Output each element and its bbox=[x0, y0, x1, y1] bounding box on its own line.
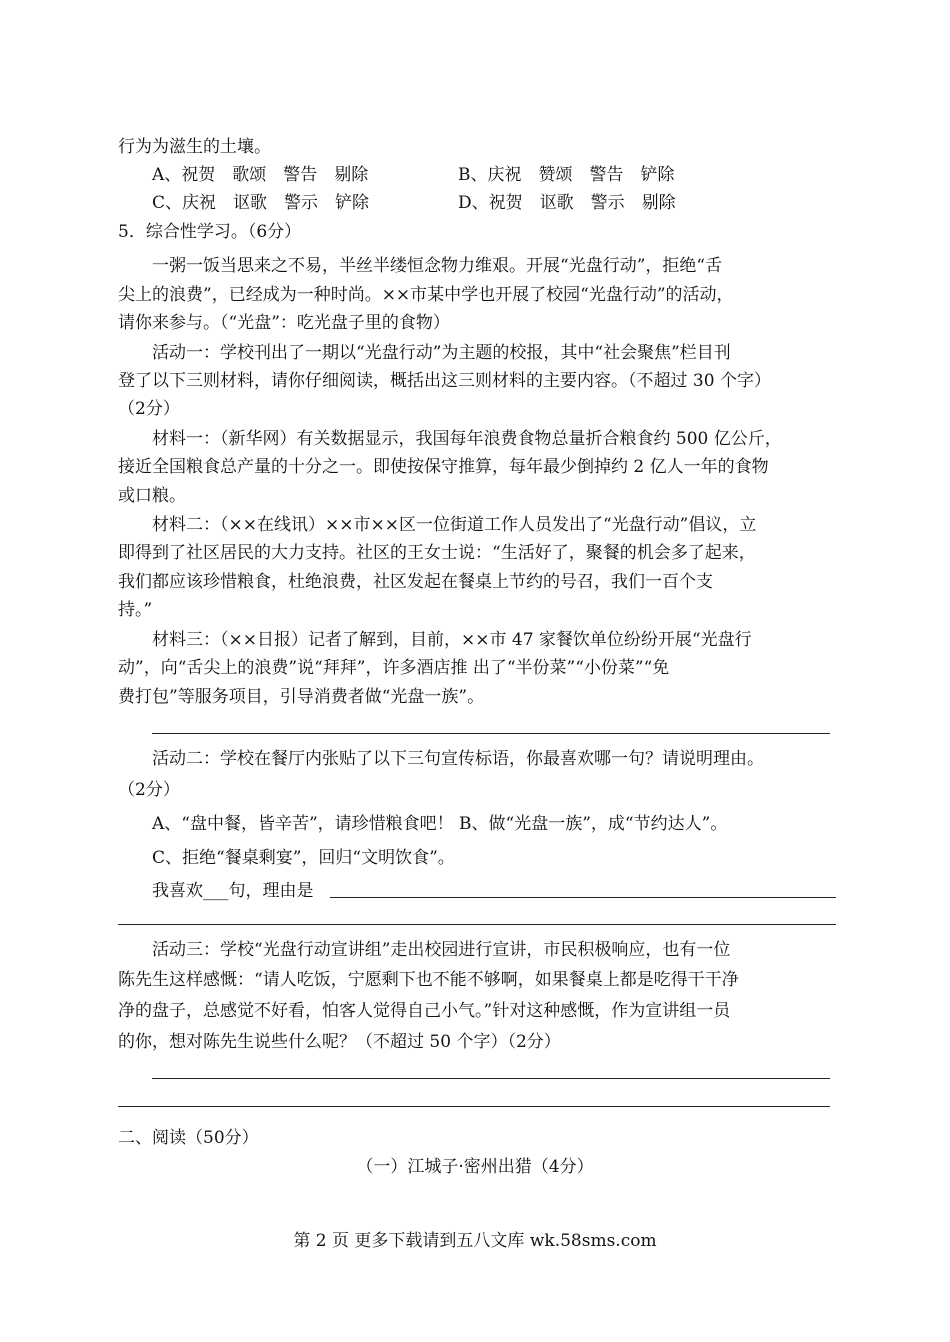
text-line: 材料三：（××日报）记者了解到，目前，××市 47 家餐饮单位纷纷开展“光盘行 bbox=[152, 630, 752, 650]
text-line: 费打包”等服务项目，引导消费者做“光盘一族”。 bbox=[118, 687, 485, 707]
text-line: 材料二：（××在线讯）××市××区一位街道工作人员发出了“光盘行动”倡议，立 bbox=[152, 515, 757, 535]
answer-line bbox=[118, 1106, 830, 1107]
option-b: B、庆祝 赞颂 警告 铲除 bbox=[458, 165, 675, 185]
text-line: 持。” bbox=[118, 600, 153, 620]
text-line: 活动三：学校“光盘行动宣讲组”走出校园进行宣讲，市民积极响应，也有一位 bbox=[152, 940, 731, 960]
text-line: 净的盘子，总感觉不好看，怕客人觉得自己小气。”针对这种感慨，作为宣讲组一员 bbox=[118, 1001, 731, 1021]
text-line: 请你来参与。（“光盘”：吃光盘子里的食物） bbox=[118, 313, 450, 333]
option-c: C、庆祝 讴歌 警示 铲除 bbox=[152, 193, 370, 213]
text-line: 一粥一饭当思来之不易，半丝半缕恒念物力维艰。开展“光盘行动”，拒绝“舌 bbox=[152, 256, 723, 276]
text-line: 即得到了社区居民的大力支持。社区的王女士说：“生活好了，聚餐的机会多了起来， bbox=[118, 543, 756, 563]
text-line: 活动一：学校刊出了一期以“光盘行动”为主题的校报，其中“社会聚焦”栏目刊 bbox=[152, 343, 731, 363]
text-line: 我们都应该珍惜粮食，杜绝浪费，社区发起在餐桌上节约的号召，我们一百个支 bbox=[118, 572, 713, 592]
text-line: A、“盘中餐，皆辛苦”，请珍惜粮食吧！ B、做“光盘一族”，成“节约达人”。 bbox=[152, 814, 728, 834]
page-footer: 第 2 页 更多下载请到五八文库 wk.58sms.com bbox=[293, 1231, 657, 1251]
text-line: （2分） bbox=[118, 399, 180, 419]
text-line: 行为为滋生的土壤。 bbox=[118, 137, 271, 157]
text-line: 材料一：（新华网）有关数据显示，我国每年浪费食物总量折合粮食约 500 亿公斤， bbox=[152, 429, 782, 449]
answer-line bbox=[152, 733, 830, 734]
answer-line bbox=[118, 924, 836, 925]
text-line: 陈先生这样感慨：“请人吃饭，宁愿剩下也不能不够啊，如果餐桌上都是吃得干干净 bbox=[118, 970, 739, 990]
text-line: 活动二：学校在餐厅内张贴了以下三句宣传标语，你最喜欢哪一句？请说明理由。 bbox=[152, 749, 764, 769]
text-line: 动”，向“舌尖上的浪费”说“拜拜”，许多酒店推 出了“半份菜”“小份菜”“免 bbox=[118, 658, 670, 678]
section-heading: 二、阅读（50分） bbox=[118, 1128, 259, 1148]
text-line: 尖上的浪费”，已经成为一种时尚。××市某中学也开展了校园“光盘行动”的活动， bbox=[118, 285, 734, 305]
option-a: A、祝贺 歌颂 警告 剔除 bbox=[152, 165, 369, 185]
answer-line bbox=[152, 1078, 830, 1079]
text-line: 接近全国粮食总产量的十分之一。即使按保守推算，每年最少倒掉约 2 亿人一年的食物 bbox=[118, 457, 769, 477]
text-line: 登了以下三则材料，请你仔细阅读，概括出这三则材料的主要内容。（不超过 30 个字） bbox=[118, 371, 771, 391]
subsection-title: （一）江城子·密州出猎（4分） bbox=[356, 1157, 594, 1177]
text-line: C、拒绝“餐桌剩宴”，回归“文明饮食”。 bbox=[152, 848, 455, 868]
question-heading: 5．综合性学习。（6分） bbox=[118, 222, 302, 242]
text-line: 我喜欢___句，理由是 bbox=[152, 881, 314, 901]
option-d: D、祝贺 讴歌 警示 剔除 bbox=[458, 193, 676, 213]
answer-line bbox=[330, 897, 836, 898]
text-line: 或口粮。 bbox=[118, 486, 186, 506]
text-line: （2分） bbox=[118, 780, 180, 800]
text-line: 的你，想对陈先生说些什么呢？（不超过 50 个字）（2分） bbox=[118, 1032, 561, 1052]
